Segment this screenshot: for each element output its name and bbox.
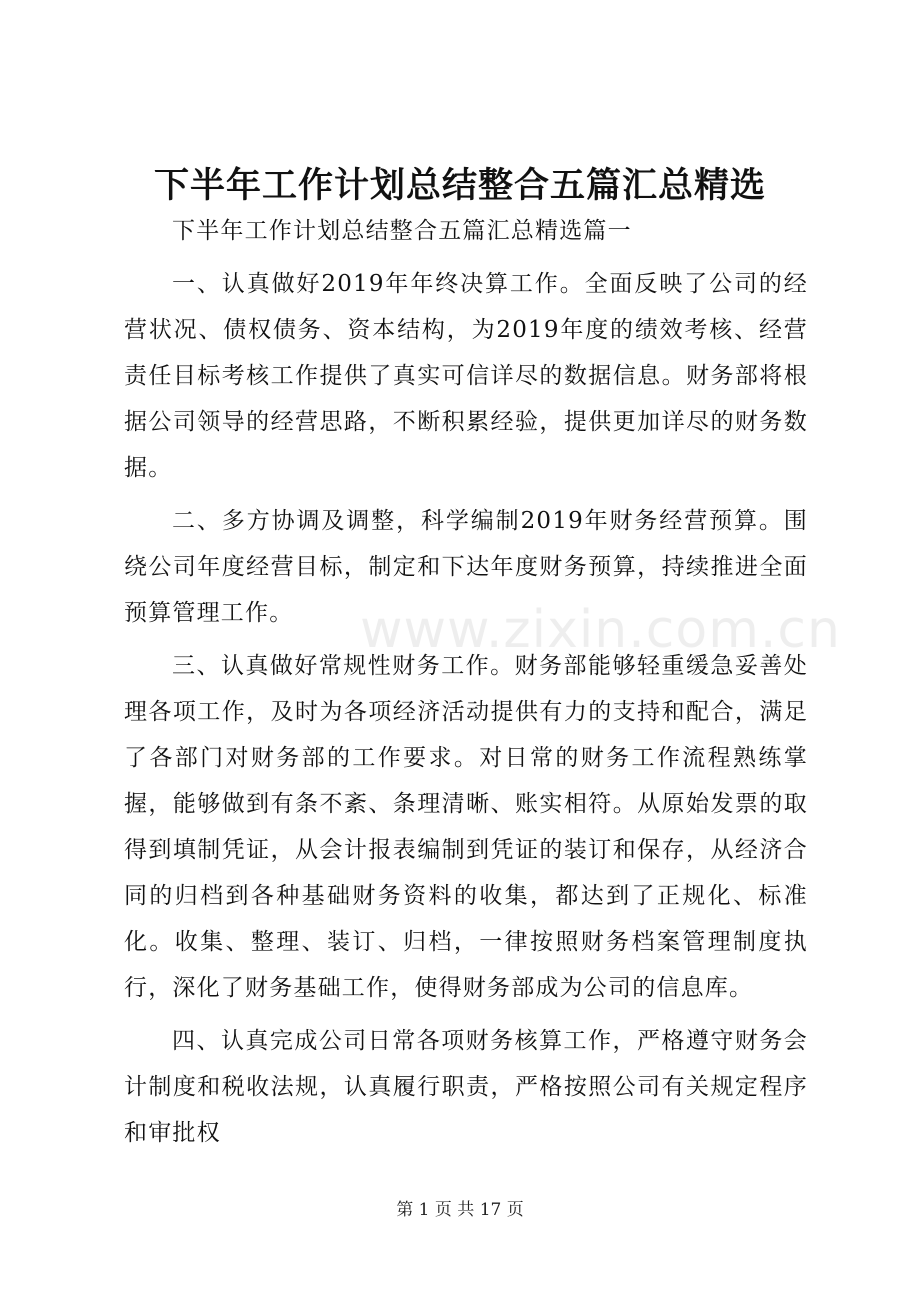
paragraph-1: 一、认真做好2019年年终决算工作。全面反映了公司的经营状况、债权债务、资本结构，为2019年度的绩效考核、经营责任目标考核工作提供了真实可信详尽的数据信息。财务部将根据公司领导的经营思路，不断积累经验，提供更加详尽的财务数据。 bbox=[124, 271, 808, 481]
paragraph-3: 三、认真做好常规性财务工作。财务部能够轻重缓急妥善处理各项工作，及时为各项经济活动提供有力的支持和配合，满足了各部门对财务部的工作要求。对日常的财务工作流程熟练掌握，能够做到有条不紊、条理清晰、账实相符。从原始发票的取得到填制凭证，从会计报表编制到凭证的装订和保存，从经济合同的归档到各种基础财务资料的收集，都达到了正规化、标准化。收集、整理、装订、归档，一律按照财务档案管理制度执行，深化了财务基础工作，使得财务部成为公司的信息库。 bbox=[124, 653, 808, 1001]
paragraph-4: 四、认真完成公司日常各项财务核算工作，严格遵守财务会计制度和税收法规，认真履行职责，严格按照公司有关规定程序和审批权 bbox=[124, 1028, 808, 1146]
page-number-footer: 第 1 页 共 17 页 bbox=[396, 1200, 524, 1220]
paragraph-2: 二、多方协调及调整，科学编制2019年财务经营预算。围绕公司年度经营目标，制定和下达年度财务预算，持续推进全面预算管理工作。 bbox=[124, 508, 808, 626]
document-body bbox=[124, 208, 808, 1156]
document-title: 下半年工作计划总结整合五篇汇总精选 bbox=[153, 165, 766, 206]
section-heading: 下半年工作计划总结整合五篇汇总精选篇一 bbox=[172, 218, 632, 244]
watermark: www.zixin.com.cn bbox=[360, 600, 841, 660]
